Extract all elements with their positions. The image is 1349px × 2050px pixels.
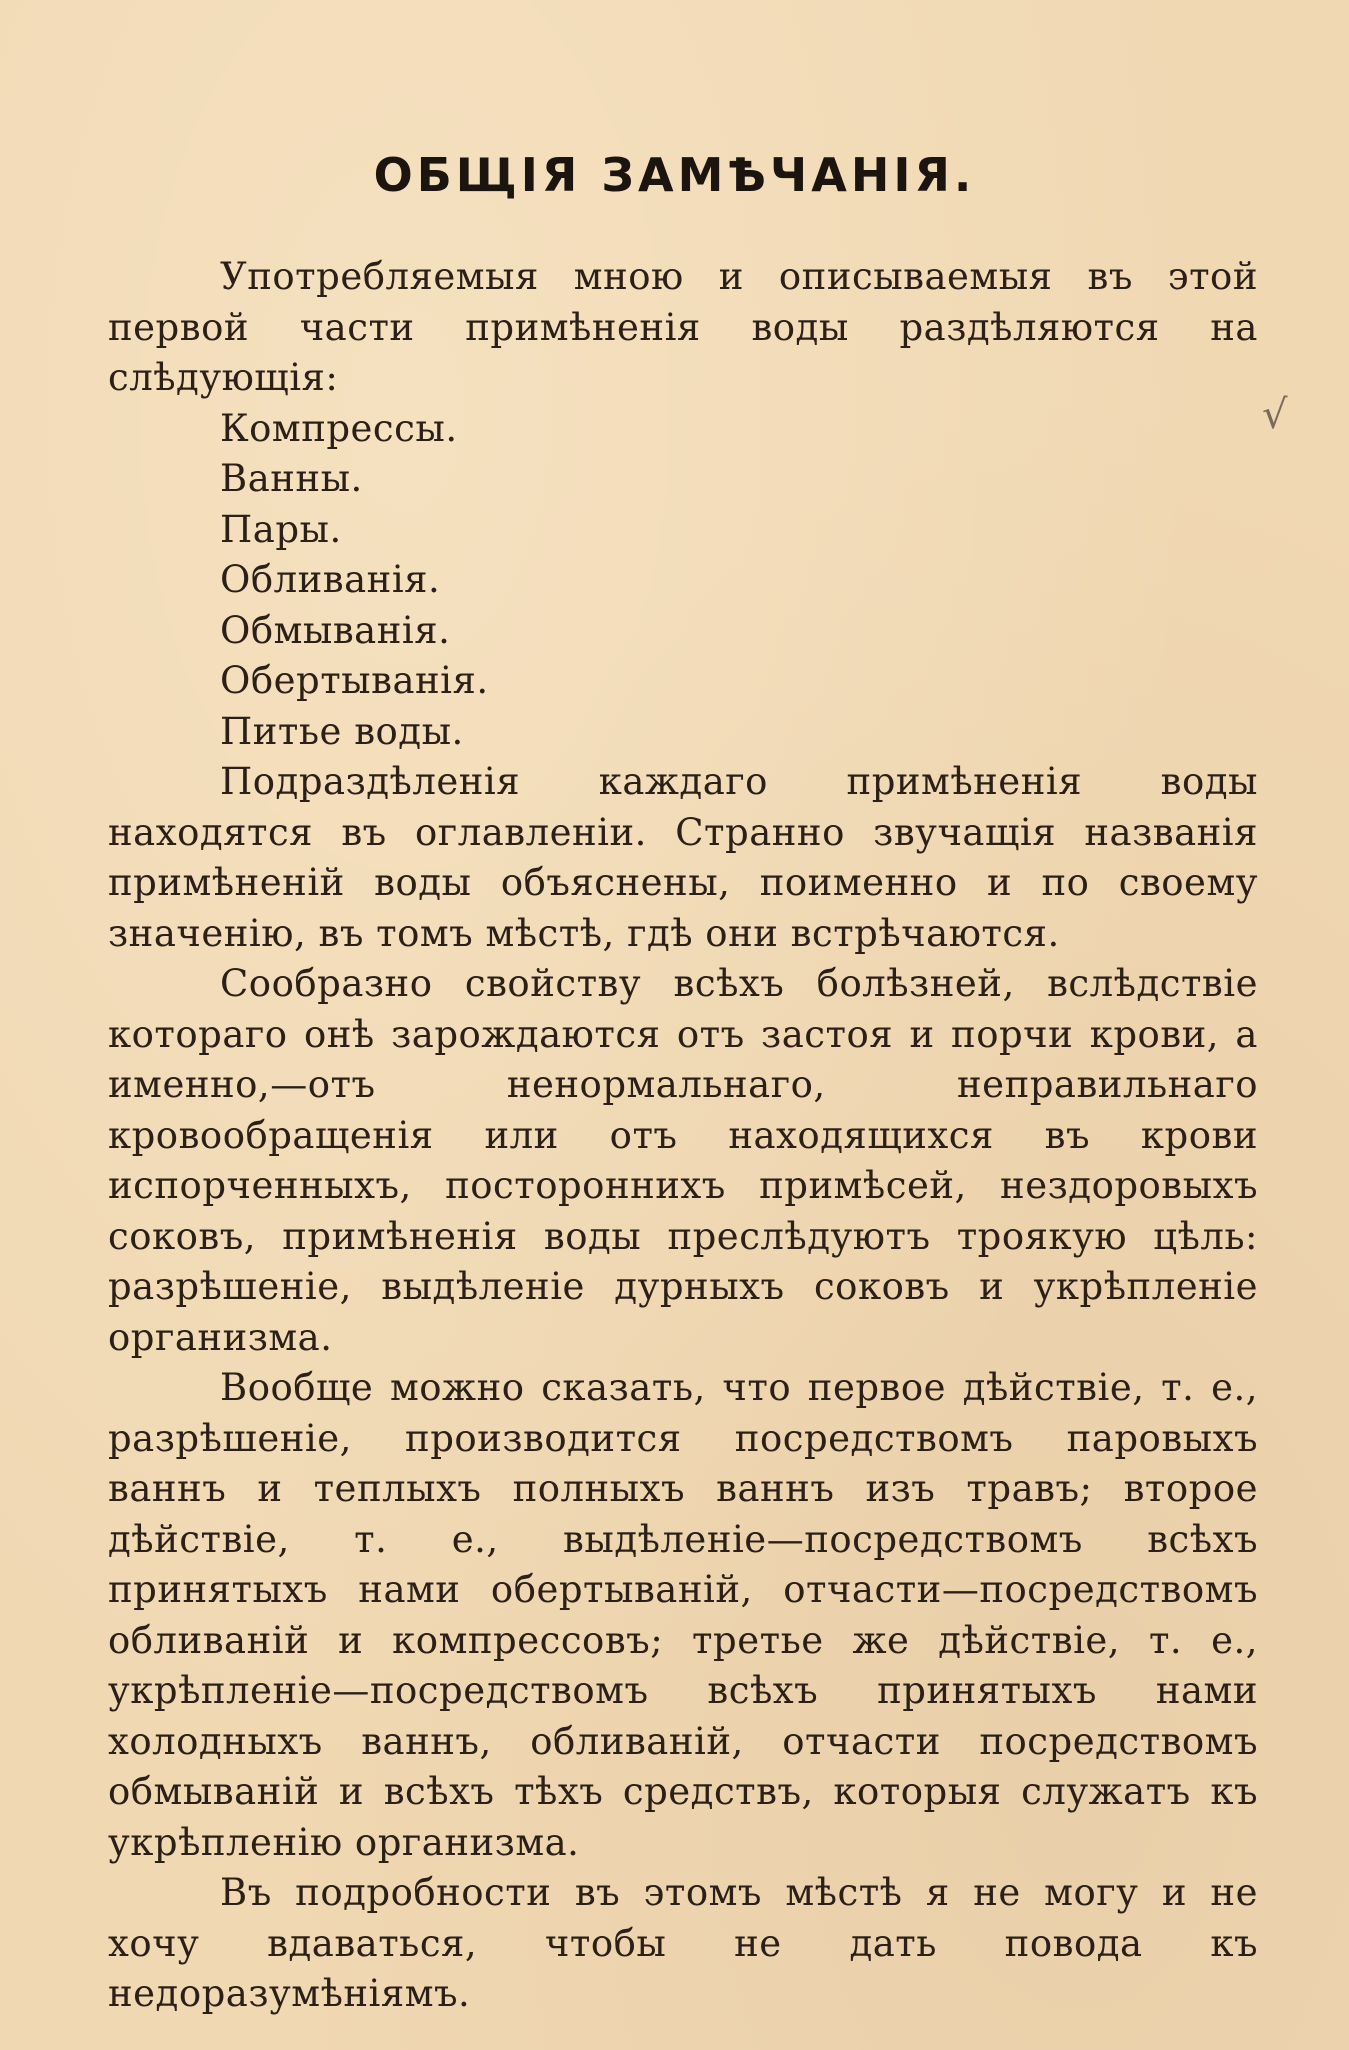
list-item: Компрессы.: [220, 406, 458, 450]
page-title: ОБЩІЯ ЗАМѢЧАНІЯ.: [373, 148, 976, 202]
paragraph-actions: Вообще можно сказать, что первое дѣйствіе, т. е., разрѣшеніе, производится посредствомъ паровыхъ ваннъ и теплыхъ полныхъ ваннъ изъ травъ; второе дѣйствіе, т. е., выдѣленіе—посредствомъ всѣхъ принятыхъ нами обертываній, отчасти—посредствомъ обливаній и компрессовъ; третье же дѣйствіе, т. е., укрѣпленіе—посредствомъ всѣхъ принятыхъ нами холодныхъ ваннъ, обливаній, отчасти посредствомъ обмываній и всѣхъ тѣхъ средствъ, которыя служатъ къ укрѣпленію организма.: [108, 1366, 1258, 1864]
list-item: Пары.: [220, 507, 342, 551]
applications-list: [108, 404, 1258, 758]
intro-paragraph: Употребляемыя мною и описываемыя въ этой первой части примѣненія воды раздѣляются на слѣдующія:: [108, 255, 1258, 399]
list-item: Ванны.: [220, 457, 363, 500]
paragraph-diseases: Сообразно свойству всѣхъ болѣзней, вслѣдствіе котораго онѣ зарождаются отъ застоя и порчи крови, а именно,—отъ ненормальнаго, неправильнаго кровообращенія или отъ находящихся въ крови испорченныхъ, постороннихъ примѣсей, нездоровыхъ соковъ, примѣненія воды преслѣдуютъ троякую цѣль: разрѣшеніе, выдѣленіе дурныхъ соковъ и укрѣпленіе организма.: [108, 962, 1258, 1359]
list-item: Обмыванія.: [220, 608, 451, 652]
body-text: [108, 252, 1258, 2020]
paragraph-subdivisions: Подраздѣленія каждаго примѣненія воды находятся въ оглавленіи. Странно звучащія названія примѣненій воды объяснены, поименно и по своему значенію, въ томъ мѣстѣ, гдѣ они встрѣчаются.: [108, 760, 1258, 955]
list-item: Питье воды.: [220, 709, 464, 753]
list-item: Обертыванія.: [220, 659, 489, 702]
paragraph-details: Въ подробности въ этомъ мѣстѣ я не могу и не хочу вдаваться, чтобы не дать повода къ недоразумѣніямъ.: [108, 1871, 1258, 2015]
pencil-checkmark-icon: √: [1262, 392, 1288, 438]
list-item: Обливанія.: [220, 558, 441, 601]
